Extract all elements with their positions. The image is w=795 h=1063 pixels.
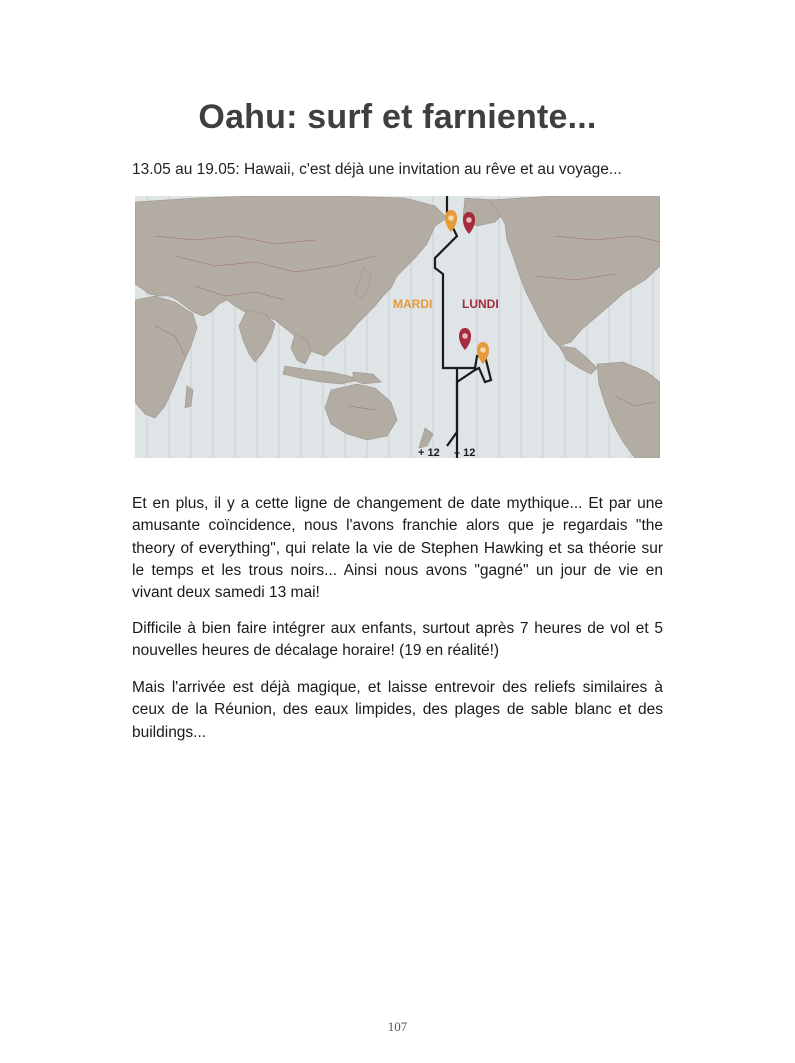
label-lundi: LUNDI [462,297,499,311]
subtitle: 13.05 au 19.05: Hawaii, c'est déjà une invitation au rêve et au voyage... [132,161,622,178]
page-title: Oahu: surf et farniente... [198,98,597,136]
paragraph-dateline: Et en plus, il y a cette ligne de changement de date mythique... Et par une amusante coïncidence, nous l'avons franchie alors que je regardais "the theory of everything", qui relate la vie de Stephen Hawking et sa théorie sur le temps et les trous noirs... Ainsi nous avons "gagné" un jour de vie en vivant deux samedi 13 mai! [132,495,663,602]
page-number: 107 [387,1019,408,1034]
tz-minus-12: – 12 [454,447,476,458]
dateline-map [135,196,660,458]
world-map-svg [135,196,660,458]
paragraph-arrival: Mais l'arrivée est déjà magique, et laisse entrevoir des reliefs similaires à ceux de la Réunion, des eaux limpides, des plages de sable blanc et des buildings... [132,679,663,741]
label-mardi: MARDI [393,297,433,311]
paragraph-children: Difficile à bien faire intégrer aux enfants, surtout après 7 heures de vol et 5 nouvelles heures de décalage horaire! (19 en réalité!) [132,620,663,660]
tz-plus-12: + 12 [418,447,440,458]
